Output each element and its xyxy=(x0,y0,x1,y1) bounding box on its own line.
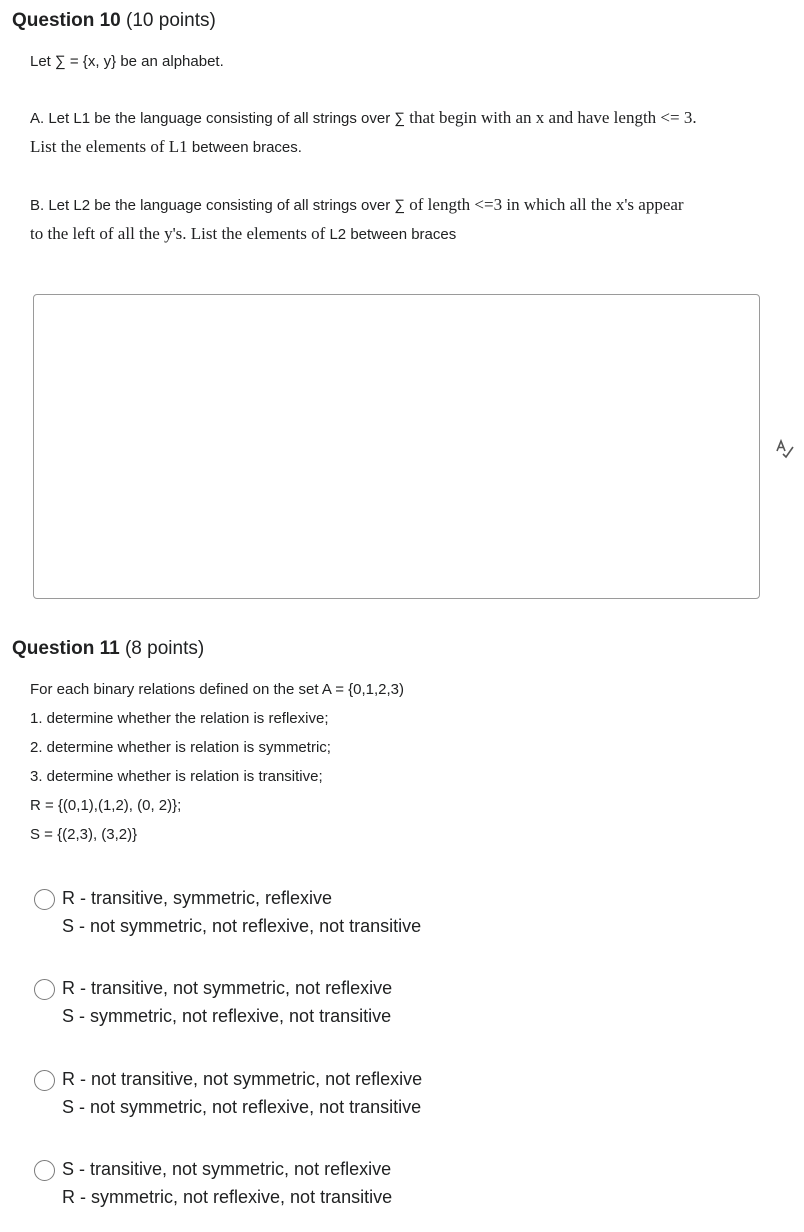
option-line-1: S - transitive, not symmetric, not reflexive xyxy=(62,1159,392,1179)
radio-button[interactable] xyxy=(34,889,55,910)
question-10-points: (10 points) xyxy=(126,10,216,31)
q11-line: R = {(0,1),(1,2), (0, 2)}; xyxy=(30,797,182,814)
question-10-number: Question 10 xyxy=(12,10,121,31)
radio-button[interactable] xyxy=(34,1160,55,1181)
spellcheck-icon[interactable] xyxy=(774,438,796,460)
option-line-1: R - transitive, not symmetric, not reflexive xyxy=(62,978,393,998)
part-a-text xyxy=(30,108,697,128)
q11-line: 3. determine whether is relation is transitive; xyxy=(30,768,323,785)
option-line-2: S - symmetric, not reflexive, not transitive xyxy=(62,1006,392,1026)
part-b-sans: B. Let L2 be the language consisting of all strings over ∑ xyxy=(30,197,406,214)
part-a-sans: A. Let L1 be the language consisting of all strings over ∑ xyxy=(30,110,406,127)
part-b-text-2 xyxy=(30,224,456,244)
question-11-number: Question 11 xyxy=(12,638,120,659)
part-a2-serif: List the elements of L1 xyxy=(30,137,188,156)
part-b2-sans: L2 between braces xyxy=(329,226,457,243)
q11-line: 1. determine whether the relation is reflexive; xyxy=(30,710,329,727)
option-line-1: R - not transitive, not symmetric, not reflexive xyxy=(62,1069,423,1089)
part-a2-sans: between braces. xyxy=(191,139,302,156)
part-a-serif: that begin with an x and have length <= 3. xyxy=(409,108,697,127)
q11-line: S = {(2,3), (3,2)} xyxy=(30,826,138,843)
q11-line: For each binary relations defined on the set A = {0,1,2,3) xyxy=(30,681,404,698)
option-line-2: R - symmetric, not reflexive, not transitive xyxy=(62,1187,393,1207)
option-line-2: S - not symmetric, not reflexive, not transitive xyxy=(62,1097,422,1117)
radio-button[interactable] xyxy=(34,979,55,1000)
part-b-serif: of length <=3 in which all the x's appear xyxy=(409,195,684,214)
question-10-title xyxy=(12,10,216,32)
question-11-points: (8 points) xyxy=(124,638,205,659)
answer-textarea[interactable] xyxy=(33,294,760,599)
radio-button[interactable] xyxy=(34,1070,55,1091)
part-b2-serif: to the left of all the y's. List the elements of xyxy=(30,224,326,243)
option-line-2: S - not symmetric, not reflexive, not transitive xyxy=(62,916,422,936)
question-11-title xyxy=(12,638,204,660)
alphabet-definition: Let ∑ = {x, y} be an alphabet. xyxy=(30,53,224,70)
part-a-text-2 xyxy=(30,137,302,157)
option-line-1: R - transitive, symmetric, reflexive xyxy=(62,888,333,908)
q11-line: 2. determine whether is relation is symmetric; xyxy=(30,739,331,756)
part-b-text xyxy=(30,195,684,215)
